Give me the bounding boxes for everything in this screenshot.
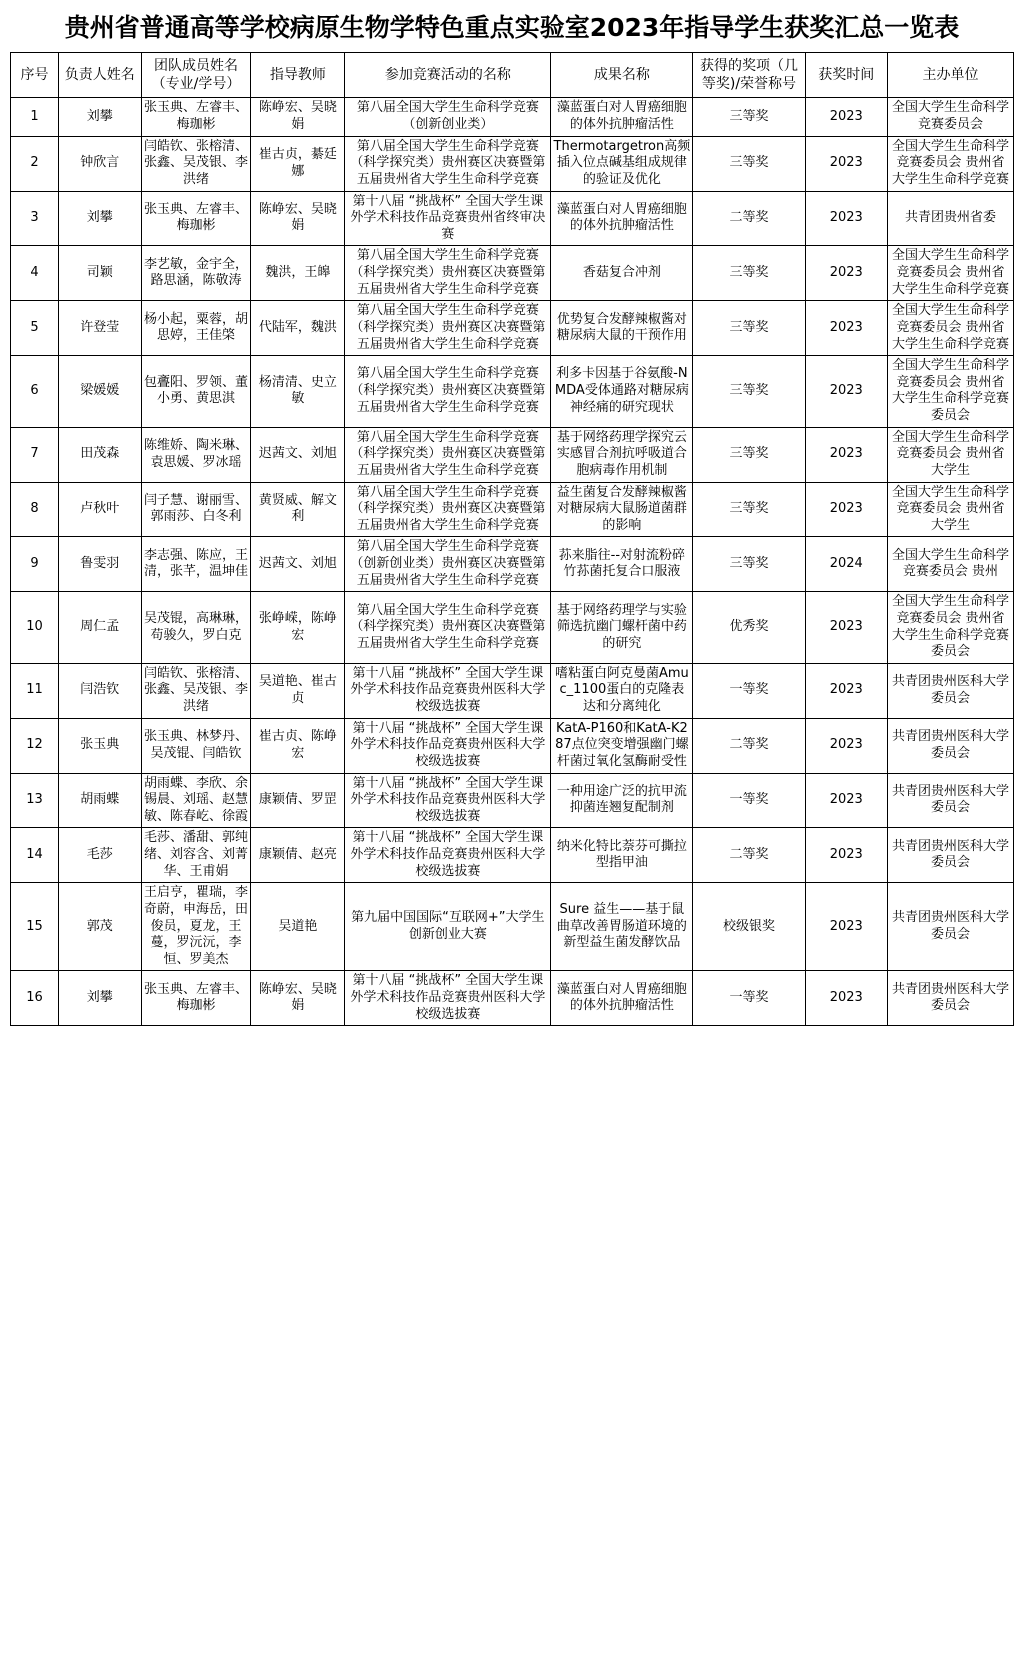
cell-organizer: 全国大学生生命科学竞赛委员会 贵州省大学生生命科学竞赛委员会: [888, 592, 1014, 664]
cell-index: 15: [11, 883, 59, 971]
cell-year: 2023: [805, 246, 887, 301]
cell-organizer: 全国大学生生命科学竞赛委员会 贵州省大学生生命科学竞赛: [888, 301, 1014, 356]
cell-leader: 周仁孟: [59, 592, 141, 664]
cell-leader: 闫浩钦: [59, 663, 141, 718]
cell-contest: 第八届全国大学生生命科学竞赛（科学探究类）贵州赛区决赛暨第五届贵州省大学生生命科学竞赛: [345, 136, 551, 191]
cell-award: 三等奖: [693, 136, 805, 191]
cell-index: 1: [11, 98, 59, 136]
cell-leader: 刘攀: [59, 98, 141, 136]
cell-organizer: 全国大学生生命科学竞赛委员会 贵州省大学生生命科学竞赛委员会: [888, 356, 1014, 428]
cell-members: 胡雨蝶、李欣、余锡晨、刘瑶、赵慧敏、陈春屹、徐霞: [141, 773, 251, 828]
table-row: [11, 427, 1014, 482]
column-header-year: 获奖时间: [805, 53, 887, 98]
cell-contest: 第八届全国大学生生命科学竞赛（创新创业类）贵州赛区决赛暨第五届贵州省大学生生命科学竞赛: [345, 537, 551, 592]
cell-index: 7: [11, 427, 59, 482]
cell-organizer: 全国大学生生命科学竞赛委员会 贵州省大学生生命科学竞赛: [888, 136, 1014, 191]
cell-award: 三等奖: [693, 537, 805, 592]
table-row: [11, 301, 1014, 356]
cell-year: 2023: [805, 191, 887, 246]
table-row: [11, 828, 1014, 883]
cell-organizer: 共青团贵州医科大学委员会: [888, 883, 1014, 971]
cell-award: 三等奖: [693, 98, 805, 136]
cell-teachers: 魏洪，王皞: [251, 246, 345, 301]
cell-members: 陈维娇、陶米琳、袁思媛、罗冰瑶: [141, 427, 251, 482]
cell-teachers: 杨清清、史立敏: [251, 356, 345, 428]
page-title: 贵州省普通高等学校病原生物学特色重点实验室2023年指导学生获奖汇总一览表: [64, 13, 960, 42]
table-row: [11, 246, 1014, 301]
cell-teachers: 陈峥宏、吴晓娟: [251, 971, 345, 1026]
cell-contest: 第十八届 “挑战杯” 全国大学生课外学术科技作品竞赛贵州省终审决赛: [345, 191, 551, 246]
cell-teachers: 代陆军，魏洪: [251, 301, 345, 356]
cell-members: 王启亨，瞿瑞，李奇蔚，申海岳，田俊员，夏龙，王蔓，罗沅沅，李恒、罗美杰: [141, 883, 251, 971]
table-row: [11, 718, 1014, 773]
cell-leader: 卢秋叶: [59, 482, 141, 537]
cell-index: 10: [11, 592, 59, 664]
cell-award: 优秀奖: [693, 592, 805, 664]
cell-year: 2023: [805, 718, 887, 773]
cell-members: 吴茂锟，高琳琳，苟骏久，罗白克: [141, 592, 251, 664]
cell-index: 6: [11, 356, 59, 428]
cell-organizer: 共青团贵州医科大学委员会: [888, 773, 1014, 828]
table-row: [11, 482, 1014, 537]
cell-contest: 第十八届 “挑战杯” 全国大学生课外学术科技作品竞赛贵州医科大学校级选拔赛: [345, 663, 551, 718]
cell-teachers: 迟茜文、刘旭: [251, 427, 345, 482]
column-header-members: 团队成员姓名（专业/学号）: [141, 53, 251, 98]
cell-year: 2023: [805, 828, 887, 883]
cell-year: 2023: [805, 356, 887, 428]
cell-index: 16: [11, 971, 59, 1026]
cell-result: 益生菌复合发酵辣椒酱对糖尿病大鼠肠道菌群的影响: [551, 482, 693, 537]
column-header-organizer: 主办单位: [888, 53, 1014, 98]
cell-leader: 郭茂: [59, 883, 141, 971]
cell-result: 利多卡因基于谷氨酸-NMDA受体通路对糖尿病神经痛的研究现状: [551, 356, 693, 428]
cell-members: 李艺敏，金宇全，路思涵，陈敬涛: [141, 246, 251, 301]
cell-members: 李志强、陈应，王清，张芊，温坤佳: [141, 537, 251, 592]
cell-teachers: 康颖倩、赵亮: [251, 828, 345, 883]
cell-contest: 第十八届 “挑战杯” 全国大学生课外学术科技作品竞赛贵州医科大学校级选拔赛: [345, 828, 551, 883]
cell-teachers: 迟茜文、刘旭: [251, 537, 345, 592]
cell-result: 香菇复合冲剂: [551, 246, 693, 301]
table-row: [11, 537, 1014, 592]
cell-leader: 张玉典: [59, 718, 141, 773]
table-row: [11, 971, 1014, 1026]
cell-index: 5: [11, 301, 59, 356]
table-header-row: [11, 53, 1014, 98]
cell-award: 三等奖: [693, 482, 805, 537]
cell-teachers: 吴道艳: [251, 883, 345, 971]
cell-leader: 梁媛媛: [59, 356, 141, 428]
cell-year: 2023: [805, 427, 887, 482]
cell-organizer: 全国大学生生命科学竞赛委员会 贵州省大学生: [888, 427, 1014, 482]
cell-result: Sure 益生——基于鼠曲草改善胃肠道环境的新型益生菌发酵饮品: [551, 883, 693, 971]
column-header-leader: 负责人姓名: [59, 53, 141, 98]
cell-leader: 田茂森: [59, 427, 141, 482]
table-row: [11, 592, 1014, 664]
cell-members: 闫皓钦、张榕清、张鑫、吴茂银、李洪绪: [141, 663, 251, 718]
cell-members: 闫子慧、谢丽雪、郭雨莎、白冬利: [141, 482, 251, 537]
cell-leader: 钟欣言: [59, 136, 141, 191]
table-row: [11, 356, 1014, 428]
cell-organizer: 全国大学生生命科学竞赛委员会 贵州省大学生: [888, 482, 1014, 537]
cell-result: 基于网络药理学探究云实感冒合剂抗呼吸道合胞病毒作用机制: [551, 427, 693, 482]
cell-result: 一种用途广泛的抗甲流抑菌连翘复配制剂: [551, 773, 693, 828]
cell-index: 3: [11, 191, 59, 246]
cell-contest: 第九届中国国际“互联网+”大学生创新创业大赛: [345, 883, 551, 971]
table-row: [11, 98, 1014, 136]
cell-organizer: 全国大学生生命科学竞赛委员会: [888, 98, 1014, 136]
cell-members: 张玉典、左睿丰、梅珈彬: [141, 971, 251, 1026]
cell-result: 藻蓝蛋白对人胃癌细胞的体外抗肿瘤活性: [551, 98, 693, 136]
cell-index: 14: [11, 828, 59, 883]
cell-contest: 第十八届 “挑战杯” 全国大学生课外学术科技作品竞赛贵州医科大学校级选拔赛: [345, 718, 551, 773]
cell-result: 基于网络药理学与实验筛选抗幽门螺杆菌中药的研究: [551, 592, 693, 664]
cell-index: 12: [11, 718, 59, 773]
cell-leader: 鲁雯羽: [59, 537, 141, 592]
column-header-contest: 参加竞赛活动的名称: [345, 53, 551, 98]
cell-organizer: 共青团贵州省委: [888, 191, 1014, 246]
cell-organizer: 全国大学生生命科学竞赛委员会 贵州省大学生生命科学竞赛: [888, 246, 1014, 301]
cell-result: 纳米化特比萘芬可撕拉型指甲油: [551, 828, 693, 883]
column-header-teachers: 指导教师: [251, 53, 345, 98]
cell-award: 二等奖: [693, 718, 805, 773]
cell-leader: 刘攀: [59, 971, 141, 1026]
cell-organizer: 共青团贵州医科大学委员会: [888, 663, 1014, 718]
cell-teachers: 崔古贞，綦廷娜: [251, 136, 345, 191]
cell-members: 张玉典、林梦丹、吴茂锟、闫皓钦: [141, 718, 251, 773]
cell-index: 4: [11, 246, 59, 301]
cell-leader: 胡雨蝶: [59, 773, 141, 828]
cell-organizer: 共青团贵州医科大学委员会: [888, 718, 1014, 773]
cell-award: 三等奖: [693, 356, 805, 428]
column-header-index: 序号: [11, 53, 59, 98]
cell-award: 校级银奖: [693, 883, 805, 971]
cell-members: 杨小起，粟蓉，胡思婷，王佳棨: [141, 301, 251, 356]
cell-teachers: 陈峥宏、吴晓娟: [251, 98, 345, 136]
cell-index: 2: [11, 136, 59, 191]
cell-year: 2023: [805, 971, 887, 1026]
cell-contest: 第八届全国大学生生命科学竞赛（科学探究类）贵州赛区决赛暨第五届贵州省大学生生命科学竞赛: [345, 301, 551, 356]
award-summary-table: [10, 52, 1014, 1026]
cell-teachers: 张峥嵘，陈峥宏: [251, 592, 345, 664]
cell-contest: 第八届全国大学生生命科学竞赛（科学探究类）贵州赛区决赛暨第五届贵州省大学生生命科学竞赛: [345, 592, 551, 664]
cell-year: 2023: [805, 301, 887, 356]
cell-index: 9: [11, 537, 59, 592]
cell-award: 三等奖: [693, 301, 805, 356]
cell-year: 2023: [805, 592, 887, 664]
cell-year: 2024: [805, 537, 887, 592]
cell-index: 11: [11, 663, 59, 718]
cell-contest: 第八届全国大学生生命科学竞赛（创新创业类）: [345, 98, 551, 136]
cell-contest: 第八届全国大学生生命科学竞赛（科学探究类）贵州赛区决赛暨第五届贵州省大学生生命科学竞赛: [345, 427, 551, 482]
column-header-result: 成果名称: [551, 53, 693, 98]
cell-contest: 第八届全国大学生生命科学竞赛（科学探究类）贵州赛区决赛暨第五届贵州省大学生生命科学竞赛: [345, 246, 551, 301]
cell-leader: 毛莎: [59, 828, 141, 883]
cell-teachers: 康颖倩、罗罡: [251, 773, 345, 828]
cell-year: 2023: [805, 136, 887, 191]
cell-award: 三等奖: [693, 427, 805, 482]
cell-members: 毛莎、潘甜、郭纯绪、刘容含、刘菁华、王甫娟: [141, 828, 251, 883]
cell-contest: 第十八届 “挑战杯” 全国大学生课外学术科技作品竞赛贵州医科大学校级选拔赛: [345, 773, 551, 828]
cell-teachers: 陈峥宏、吴晓娟: [251, 191, 345, 246]
cell-year: 2023: [805, 482, 887, 537]
cell-contest: 第十八届 “挑战杯” 全国大学生课外学术科技作品竞赛贵州医科大学校级选拔赛: [345, 971, 551, 1026]
cell-contest: 第八届全国大学生生命科学竞赛（科学探究类）贵州赛区决赛暨第五届贵州省大学生生命科学竞赛: [345, 482, 551, 537]
cell-result: 藻蓝蛋白对人胃癌细胞的体外抗肿瘤活性: [551, 971, 693, 1026]
table-row: [11, 663, 1014, 718]
cell-result: 荪来脂往--对射流粉碎竹荪菌托复合口服液: [551, 537, 693, 592]
cell-award: 一等奖: [693, 971, 805, 1026]
cell-members: 闫皓钦、张榕清、张鑫、吴茂银、李洪绪: [141, 136, 251, 191]
cell-teachers: 崔古贞、陈峥宏: [251, 718, 345, 773]
cell-leader: 司颖: [59, 246, 141, 301]
table-row: [11, 883, 1014, 971]
cell-organizer: 全国大学生生命科学竞赛委员会 贵州: [888, 537, 1014, 592]
table-row: [11, 773, 1014, 828]
cell-leader: 刘攀: [59, 191, 141, 246]
cell-result: 嗜粘蛋白阿克曼菌Amuc_1100蛋白的克隆表达和分离纯化: [551, 663, 693, 718]
table-row: [11, 191, 1014, 246]
cell-members: 张玉典、左睿丰、梅珈彬: [141, 98, 251, 136]
cell-members: 张玉典、左睿丰、梅珈彬: [141, 191, 251, 246]
cell-organizer: 共青团贵州医科大学委员会: [888, 971, 1014, 1026]
cell-index: 8: [11, 482, 59, 537]
cell-contest: 第八届全国大学生生命科学竞赛（科学探究类）贵州赛区决赛暨第五届贵州省大学生生命科学竞赛: [345, 356, 551, 428]
cell-year: 2023: [805, 663, 887, 718]
column-header-award: 获得的奖项（几等奖)/荣誉称号: [693, 53, 805, 98]
cell-result: 藻蓝蛋白对人胃癌细胞的体外抗肿瘤活性: [551, 191, 693, 246]
cell-award: 一等奖: [693, 773, 805, 828]
cell-year: 2023: [805, 883, 887, 971]
cell-members: 包斖阳、罗领、董小勇、黄思淇: [141, 356, 251, 428]
cell-leader: 许登莹: [59, 301, 141, 356]
cell-year: 2023: [805, 773, 887, 828]
table-row: [11, 136, 1014, 191]
cell-award: 三等奖: [693, 246, 805, 301]
cell-result: Thermotargetron高频插入位点碱基组成规律的验证及优化: [551, 136, 693, 191]
cell-result: KatA-P160和KatA-K287点位突变增强幽门螺杆菌过氧化氢酶耐受性: [551, 718, 693, 773]
cell-award: 二等奖: [693, 191, 805, 246]
cell-index: 13: [11, 773, 59, 828]
cell-result: 优势复合发酵辣椒酱对糖尿病大鼠的干预作用: [551, 301, 693, 356]
cell-award: 二等奖: [693, 828, 805, 883]
cell-award: 一等奖: [693, 663, 805, 718]
cell-organizer: 共青团贵州医科大学委员会: [888, 828, 1014, 883]
cell-teachers: 黄贤威、解文利: [251, 482, 345, 537]
cell-year: 2023: [805, 98, 887, 136]
cell-teachers: 吴道艳、崔古贞: [251, 663, 345, 718]
